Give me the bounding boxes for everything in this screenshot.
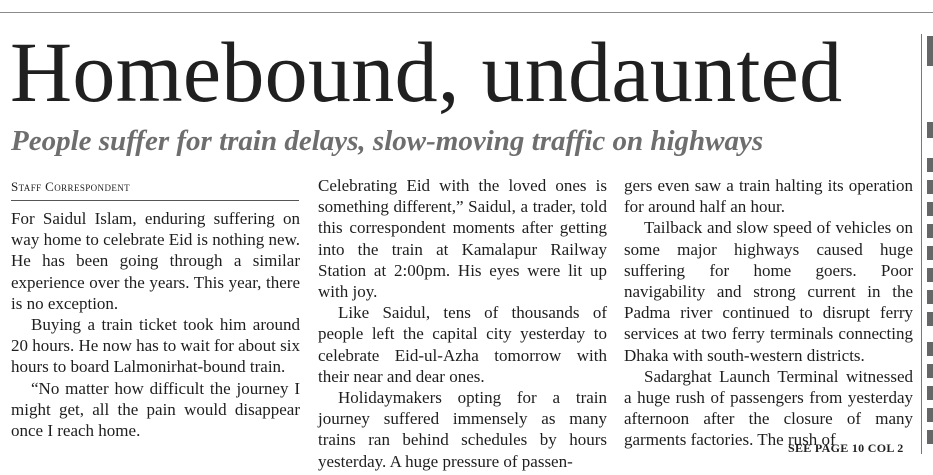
paragraph: gers even saw a train halting its operation for around half an hour. — [624, 176, 913, 217]
article-column-1 — [11, 208, 300, 441]
headline: Homebound, undaunted — [10, 24, 843, 120]
paragraph: Buying a train ticket took him around 20 hours. He now has to wait for about six hours to board Lalmonirhat-bound train. — [11, 315, 300, 377]
paragraph: Celebrating Eid with the loved ones is something different,” Saidul, a trader, told this correspondent moments after getting into the train at Kamalapur Railway Station at 2:00pm. His eyes were lit up with joy. — [318, 176, 607, 302]
byline-rule — [11, 200, 299, 201]
paragraph: Sadarghat Launch Terminal witnessed a huge rush of passengers from yesterday afternoon after the closure of many garments factories. The rush of — [624, 366, 913, 450]
paragraph: Holidaymakers opting for a train journey suffered immensely as many trains ran behind schedules by hours yesterday. A huge pressure of passen- — [318, 388, 607, 471]
paragraph: “No matter how difficult the journey I might get, all the pain would disappear once I reach home. — [11, 378, 300, 441]
paragraph: Tailback and slow speed of vehicles on some major highways caused huge suffering for home goers. Poor navigability and strong current in the Padma river continued to disrupt ferry services at two ferry terminals connecting Dhaka with south-western districts. — [624, 218, 913, 365]
byline: Staff Correspondent — [11, 179, 131, 194]
article-column-3 — [624, 175, 913, 451]
continuation-note: SEE PAGE 10 COL 2 — [788, 441, 904, 455]
column-divider — [921, 34, 922, 454]
top-rule — [0, 12, 933, 13]
article-column-2 — [318, 175, 607, 472]
paragraph: For Saidul Islam, enduring suffering on way home to celebrate Eid is nothing new. He has been going through a similar experience over the years. This year, there is no exception. — [11, 209, 300, 313]
adjacent-article-edge — [927, 30, 933, 460]
paragraph: Like Saidul, tens of thousands of people left the capital city yesterday to celebrate Eid-ul-Azha tomorrow with their near and dear ones. — [318, 303, 607, 386]
subheadline: People suffer for train delays, slow-moving traffic on highways — [11, 125, 764, 157]
